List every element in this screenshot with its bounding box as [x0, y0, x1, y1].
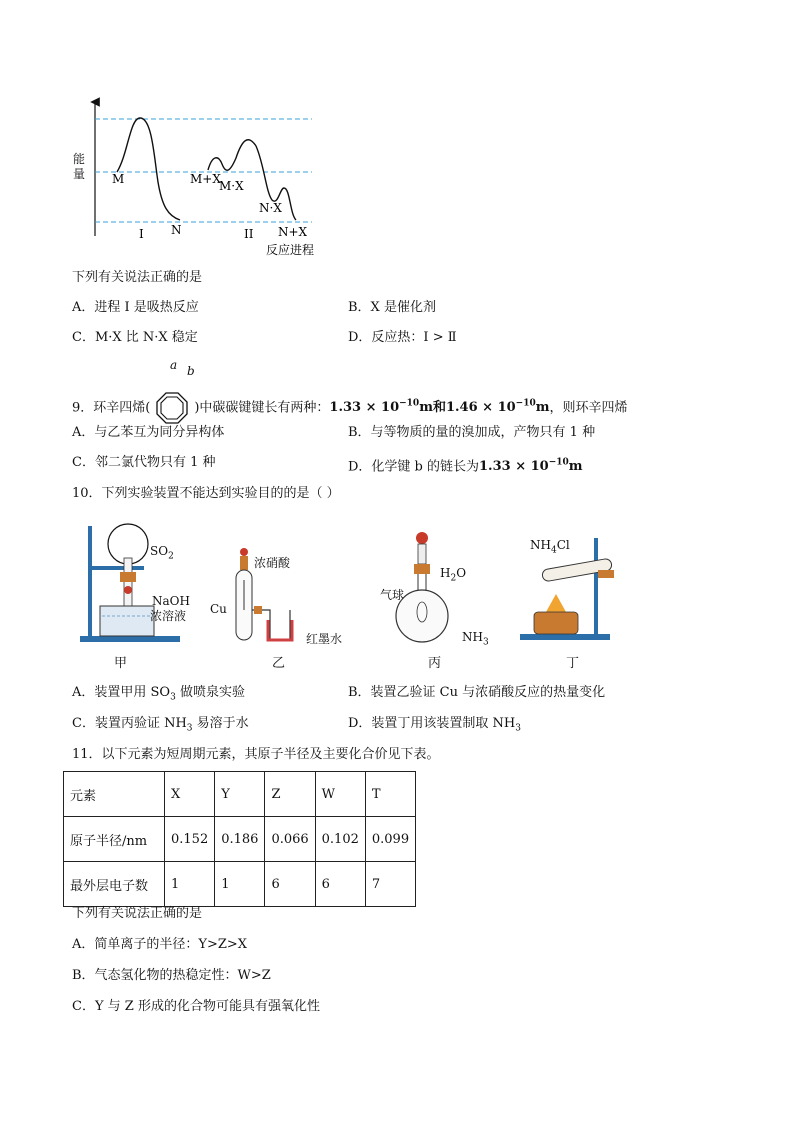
q8-option-a[interactable]: A．进程 I 是吸热反应 [72, 300, 199, 315]
table-row [64, 817, 416, 862]
q9-tail: ，则环辛四烯 [549, 400, 628, 416]
label-yi: 乙 [272, 656, 286, 671]
table-cell: 1 [215, 862, 265, 907]
curve-process-1 [117, 118, 180, 220]
label-NX: N·X [259, 201, 282, 215]
label-naoh: NaOH [152, 594, 190, 608]
q10-option-d[interactable]: D．装置丁用该装置制取 $NH_3$ [348, 716, 522, 734]
label-bing: 丙 [428, 656, 442, 671]
q11-option-b[interactable]: B．气态氢化物的热稳定性：W>Z [72, 968, 271, 983]
q8-stem: 下列有关说法正确的是 [72, 270, 203, 285]
table-header-cell: Y [215, 772, 265, 817]
label-MX: M·X [219, 179, 244, 193]
q9-options-row2 [72, 453, 732, 473]
label-so2: $SO_2$ [150, 544, 174, 562]
q11-stem-2: 下列有关说法正确的是 [72, 906, 203, 921]
q8-option-b[interactable]: B．X 是催化剂 [348, 300, 436, 315]
table-header-cell: W [315, 772, 365, 817]
label-nh3: $NH_3$ [462, 630, 489, 648]
q9-stem [72, 384, 628, 424]
q11-option-c[interactable]: C．Y 与 Z 形成的化合物可能具有强氧化性 [72, 999, 320, 1014]
q9-option-c[interactable]: C．邻二氯代物只有 1 种 [72, 455, 216, 470]
table-cell: 原子半径/nm [64, 817, 165, 862]
table-cell: 0.102 [315, 817, 365, 862]
table-header-row [64, 772, 416, 817]
energy-diagram [70, 96, 330, 262]
table-header-cell: X [165, 772, 215, 817]
table-header-cell: Z [265, 772, 315, 817]
apparatus-jia [70, 520, 200, 650]
q8-options-row1 [72, 298, 732, 318]
table-cell: 6 [315, 862, 365, 907]
q9-length-1: $1.33 \times 10^{-10}m$和$1.46 \times 10^{-10}m$ [329, 399, 550, 416]
table-cell: 0.066 [265, 817, 315, 862]
label-nh4cl: $NH_4Cl$ [530, 538, 570, 556]
label-naoh-conc: 浓溶液 [150, 609, 187, 623]
table-header-cell: 元素 [64, 772, 165, 817]
q10-stem: 10．下列实验装置不能达到实验目的的是（ ） [72, 486, 340, 501]
label-N-plus-X: N+X [278, 225, 308, 239]
energy-x-axis-label: 反应进程 [266, 243, 315, 257]
q9-option-b[interactable]: B．与等物质的量的溴加成，产物只有 1 种 [348, 425, 596, 440]
table-cell: 6 [265, 862, 315, 907]
q9-option-a[interactable]: A．与乙苯互为同分异构体 [72, 425, 225, 440]
octagon-inner [161, 397, 183, 419]
q9-options-row1 [72, 423, 732, 443]
q10-option-c[interactable]: C．装置丙验证 $NH_3$ 易溶于水 [72, 716, 249, 734]
label-II: II [244, 227, 254, 241]
element-table [63, 771, 416, 907]
q11-option-a[interactable]: A．简单离子的半径：Y>Z>X [72, 937, 248, 952]
label-cu: Cu [210, 602, 227, 616]
table-header-cell: T [365, 772, 415, 817]
label-I: I [139, 227, 144, 241]
label-h2o: $H_2O$ [440, 566, 467, 584]
label-jia: 甲 [114, 656, 128, 671]
bond-label-a: a [170, 358, 178, 372]
table-cell: 1 [165, 862, 215, 907]
table-row [64, 862, 416, 907]
cyclooctatetraene-molecule [150, 388, 194, 428]
q10-options-row2 [72, 714, 732, 734]
table-cell: 7 [365, 862, 415, 907]
table-cell: 0.099 [365, 817, 415, 862]
table-cell: 0.186 [215, 817, 265, 862]
bond-label-b: b [187, 364, 195, 378]
label-M: M [112, 172, 125, 186]
q10-options-row1 [72, 683, 732, 703]
q10-option-b[interactable]: B．装置乙验证 Cu 与浓硝酸反应的热量变化 [348, 685, 606, 700]
table-cell: 最外层电子数 [64, 862, 165, 907]
label-red-ink: 红墨水 [306, 632, 343, 646]
q11-stem: 11．以下元素为短周期元素，其原子半径及主要化合价见下表。 [72, 747, 440, 762]
q8-options-row2 [72, 328, 732, 348]
label-M-plus-X: M+X [190, 172, 221, 186]
energy-y-axis-label: 能量 [73, 152, 86, 181]
q8-option-c[interactable]: C．M·X 比 N·X 稳定 [72, 330, 198, 345]
q9-suffix: )中碳碳键键长有两种： [194, 400, 330, 416]
label-conc-hno3: 浓硝酸 [254, 556, 291, 570]
q10-option-a[interactable]: A．装置甲用 $SO_3$ 做喷泉实验 [72, 685, 245, 703]
q9-prefix: 9．环辛四烯( [72, 400, 151, 416]
q9-option-d[interactable]: D．化学键 b 的链长为$1.33 \times 10^{-10}m$ [348, 458, 583, 475]
label-ding: 丁 [566, 656, 580, 671]
table-cell: 0.152 [165, 817, 215, 862]
label-balloon: 气球 [380, 588, 405, 602]
q8-option-d[interactable]: D．反应热：I > Ⅱ [348, 330, 457, 345]
label-N: N [171, 223, 182, 237]
